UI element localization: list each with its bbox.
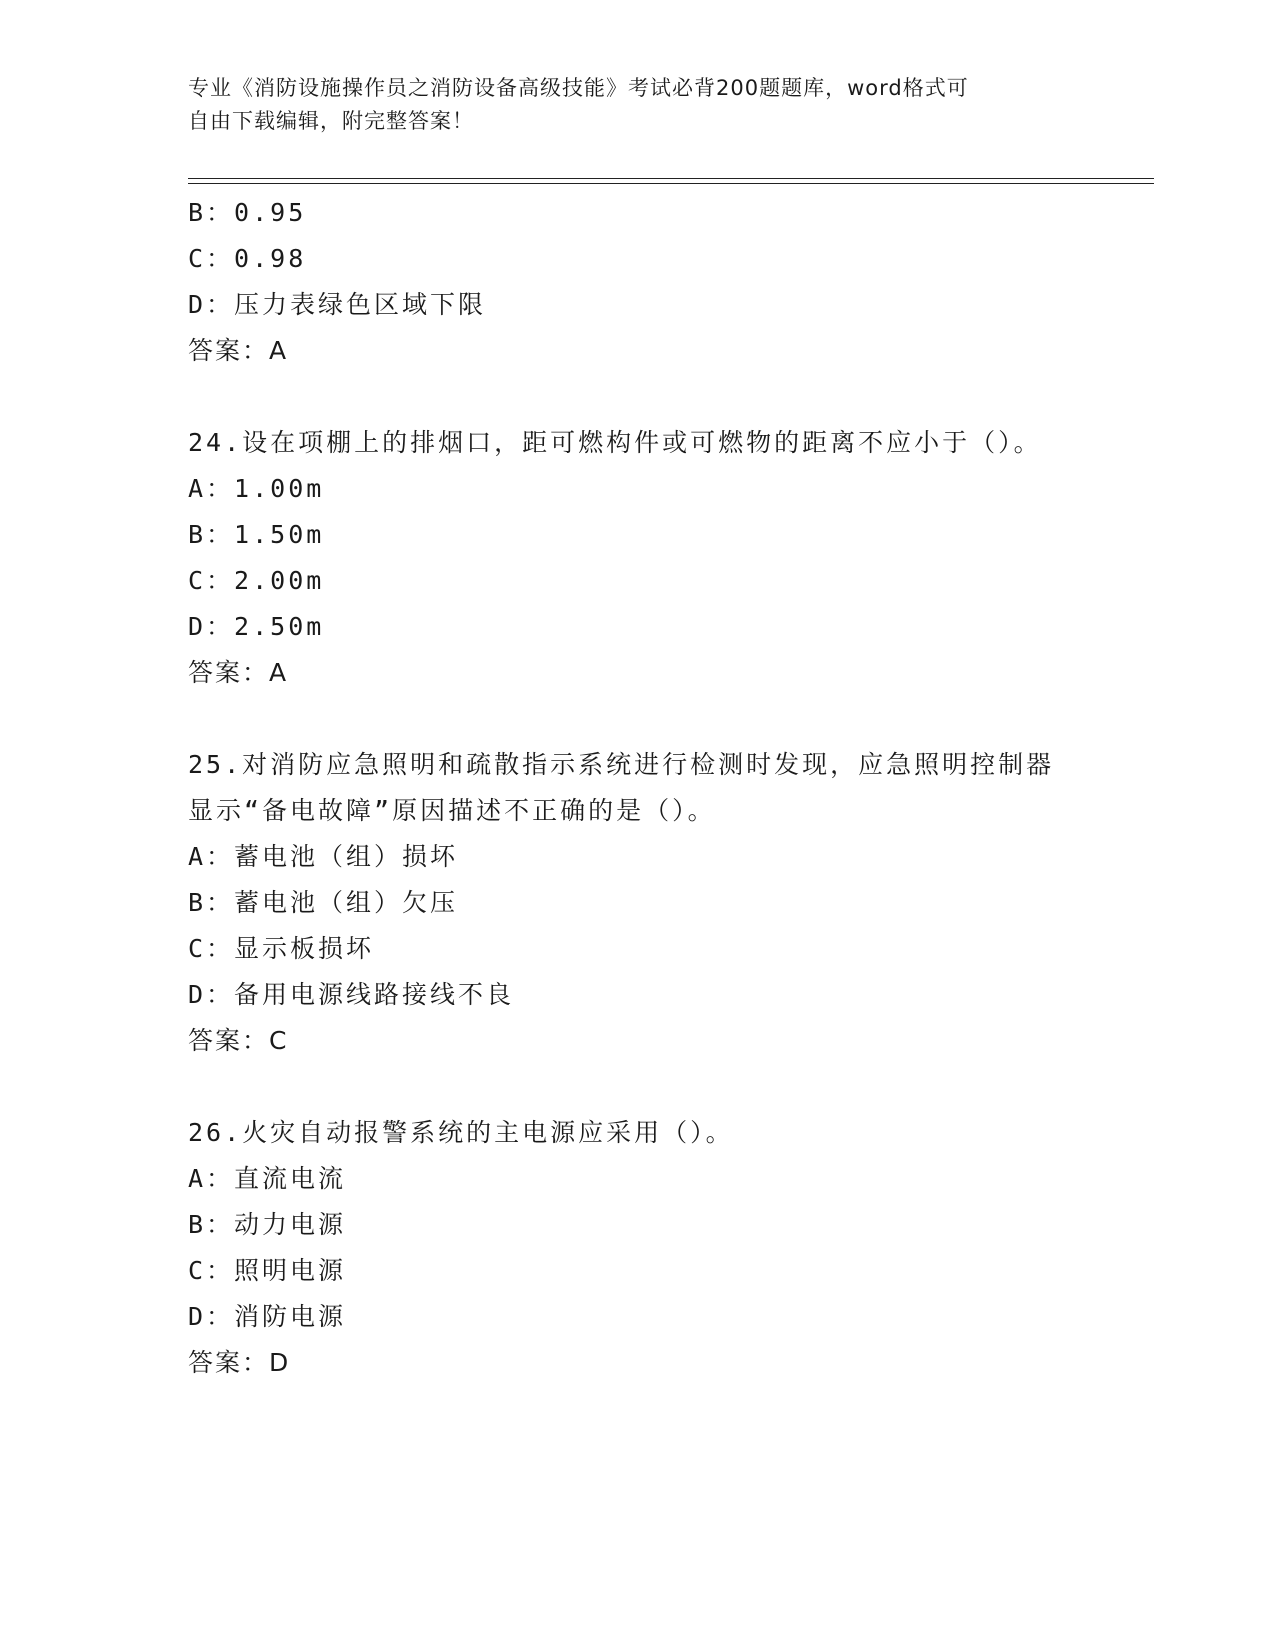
option-b: B：1.50m: [188, 520, 325, 549]
option-d: D：消防电源: [188, 1302, 347, 1331]
document-header: [188, 72, 1088, 138]
answer-line: 答案：C: [188, 1026, 289, 1055]
option-a: A：直流电流: [188, 1164, 347, 1193]
option-c: C：显示板损坏: [188, 934, 375, 963]
option-b: B：蓄电池（组）欠压: [188, 888, 459, 917]
question-text: 26.火灾自动报警系统的主电源应采用（）。: [188, 1118, 734, 1147]
question-text: 24.设在项棚上的排烟口，距可燃构件或可燃物的距离不应小于（）。: [188, 428, 1042, 457]
previous-question-block: [188, 190, 1108, 374]
option-c: C：照明电源: [188, 1256, 347, 1285]
option-c: C：0.98: [188, 244, 307, 273]
option-d: D：2.50m: [188, 612, 325, 641]
option-b: B：0.95: [188, 198, 307, 227]
answer-line: 答案：A: [188, 658, 289, 687]
question-spacer: [188, 1064, 1108, 1110]
question-spacer: [188, 374, 1108, 420]
option-b: B：动力电源: [188, 1210, 347, 1239]
option-d: D：备用电源线路接线不良: [188, 980, 515, 1009]
question-24: [188, 420, 1108, 696]
answer-line: 答案：D: [188, 1348, 291, 1377]
header-line-2: 自由下载编辑，附完整答案！: [188, 109, 474, 133]
question-text-line-1: 25.对消防应急照明和疏散指示系统进行检测时发现，应急照明控制器: [188, 750, 1055, 779]
option-c: C：2.00m: [188, 566, 325, 595]
question-text-line-2: 显示“备电故障”原因描述不正确的是（）。: [188, 796, 716, 825]
header-divider-bottom: [188, 183, 1154, 184]
question-25: [188, 742, 1108, 1064]
question-content: [188, 190, 1108, 1386]
header-divider-top: [188, 178, 1154, 179]
question-26: [188, 1110, 1108, 1386]
answer-line: 答案：A: [188, 336, 289, 365]
option-a: A：1.00m: [188, 474, 325, 503]
option-a: A：蓄电池（组）损坏: [188, 842, 459, 871]
option-d: D：压力表绿色区域下限: [188, 290, 487, 319]
header-line-1: 专业《消防设施操作员之消防设备高级技能》考试必背200题题库，word格式可: [188, 76, 969, 100]
question-spacer: [188, 696, 1108, 742]
